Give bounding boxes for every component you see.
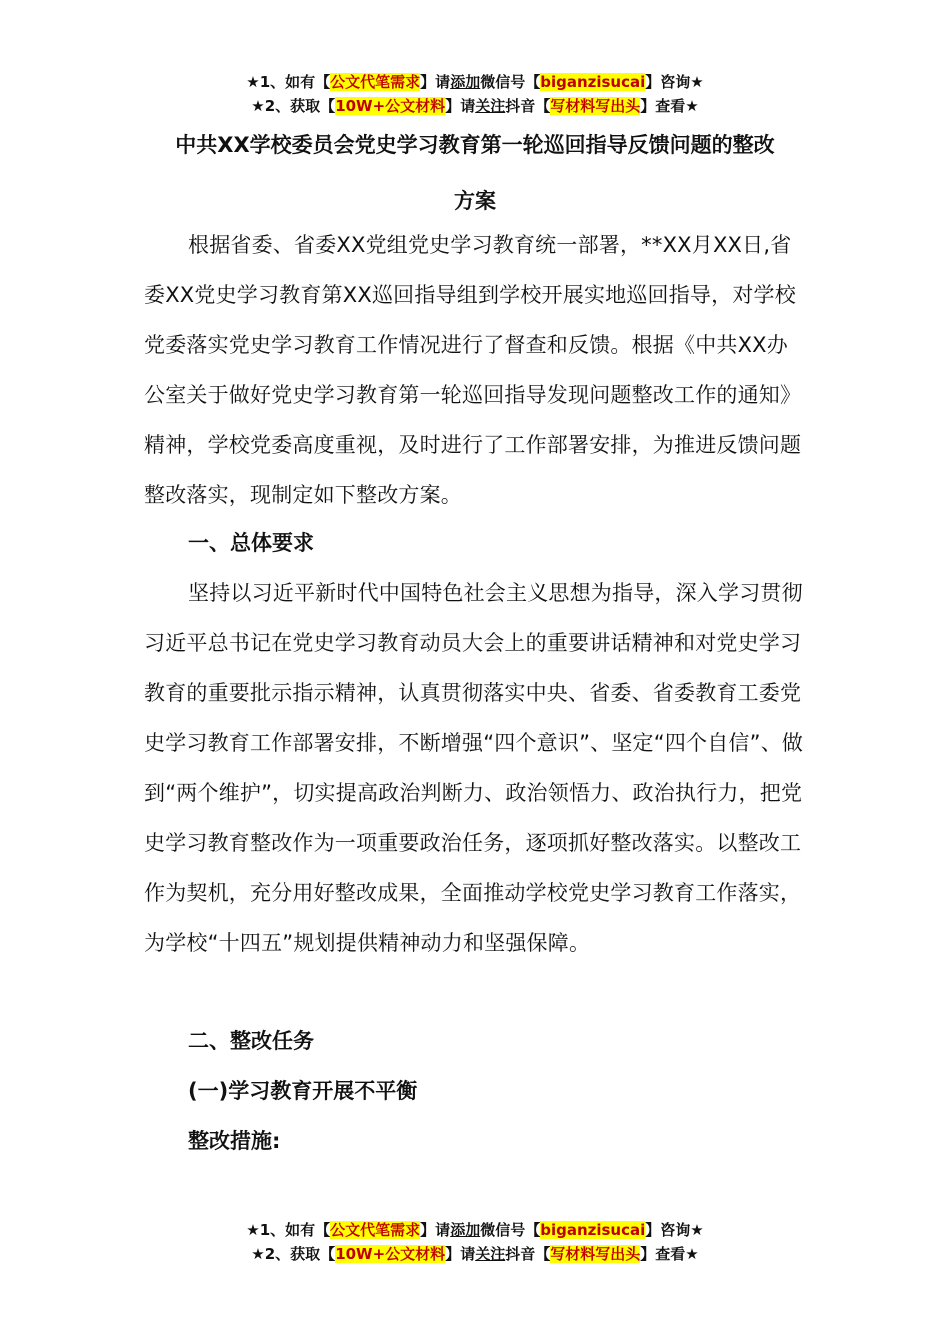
banner-underline: 添加 (450, 73, 481, 91)
banner-highlight: 10W+公文材料 (335, 1245, 446, 1263)
banner-text: 】咨询★ (645, 1221, 704, 1239)
section-2-heading: 二、整改任务 (188, 1029, 314, 1053)
banner-text: ★2、获取【 (251, 1245, 336, 1263)
banner-line-1 (0, 1218, 950, 1242)
intro-paragraph: 根据省委、省委XX党组党史学习教育统一部署，**XX月XX日,省委XX党史学习教育第XX巡回指导组到学校开展实地巡回指导，对学校党委落实党史学习教育工作情况进行了督查和反馈。根据《中共XX办公室关于做好党史学习教育第一轮巡回指导发现问题整改工作的通知》精神，学校党委高度重视，及时进行了工作部署安排，为推进反馈问题整改落实，现制定如下整改方案。 (144, 233, 802, 507)
measures-heading: 整改措施: (188, 1129, 281, 1153)
banner-text: 抖音【 (505, 97, 551, 115)
banner-text: 微信号【 (480, 1221, 541, 1239)
banner-text: ★1、如有【 (246, 1221, 331, 1239)
banner-text: 】请 (420, 1221, 451, 1239)
section-1-heading: 一、总体要求 (188, 531, 314, 555)
banner-highlight: biganzisucai (540, 1221, 646, 1239)
title-line-1: 中共XX学校委员会党史学习教育第一轮巡回指导反馈问题的整改 (175, 133, 775, 157)
banner-highlight: biganzisucai (540, 73, 646, 91)
document-title (80, 117, 870, 229)
banner-text: 】请 (445, 1245, 476, 1263)
section-1-body: 坚持以习近平新时代中国特色社会主义思想为指导，深入学习贯彻习近平总书记在党史学习教育动员大会上的重要讲话精神和对党史学习教育的重要批示指示精神，认真贯彻落实中央、省委、省委教育工委党史学习教育工作部署安排，不断增强“四个意识”、坚定“四个自信”、做到“两个维护”，切实提高政治判断力、政治领悟力、政治执行力，把党史学习教育整改作为一项重要政治任务，逐项抓好整改落实。以整改工作为契机，充分用好整改成果，全面推动学校党史学习教育工作落实，为学校“十四五”规划提供精神动力和坚强保障。 (144, 581, 804, 955)
banner-text: 微信号【 (480, 73, 541, 91)
banner-text: 】查看★ (640, 1245, 699, 1263)
banner-text: 】请 (420, 73, 451, 91)
banner-underline: 添加 (450, 1221, 481, 1239)
banner-highlight: 写材料写出头 (550, 1245, 641, 1263)
banner-text: ★2、获取【 (251, 97, 336, 115)
banner-highlight: 公文代笔需求 (330, 1221, 421, 1239)
banner-highlight: 公文代笔需求 (330, 73, 421, 91)
banner-text: 】咨询★ (645, 73, 704, 91)
banner-text: ★1、如有【 (246, 73, 331, 91)
banner-underline: 关注 (475, 1245, 506, 1263)
bottom-banner (0, 1218, 950, 1266)
banner-line-2 (0, 94, 950, 118)
banner-text: 】请 (445, 97, 476, 115)
banner-line-2 (0, 1242, 950, 1266)
banner-highlight: 10W+公文材料 (335, 97, 446, 115)
title-line-2: 方案 (454, 189, 496, 213)
subsection-1-heading: (一)学习教育开展不平衡 (188, 1079, 418, 1103)
banner-text: 】查看★ (640, 97, 699, 115)
banner-underline: 关注 (475, 97, 506, 115)
banner-highlight: 写材料写出头 (550, 97, 641, 115)
banner-line-1 (0, 70, 950, 94)
banner-text: 抖音【 (505, 1245, 551, 1263)
top-banner (0, 70, 950, 118)
